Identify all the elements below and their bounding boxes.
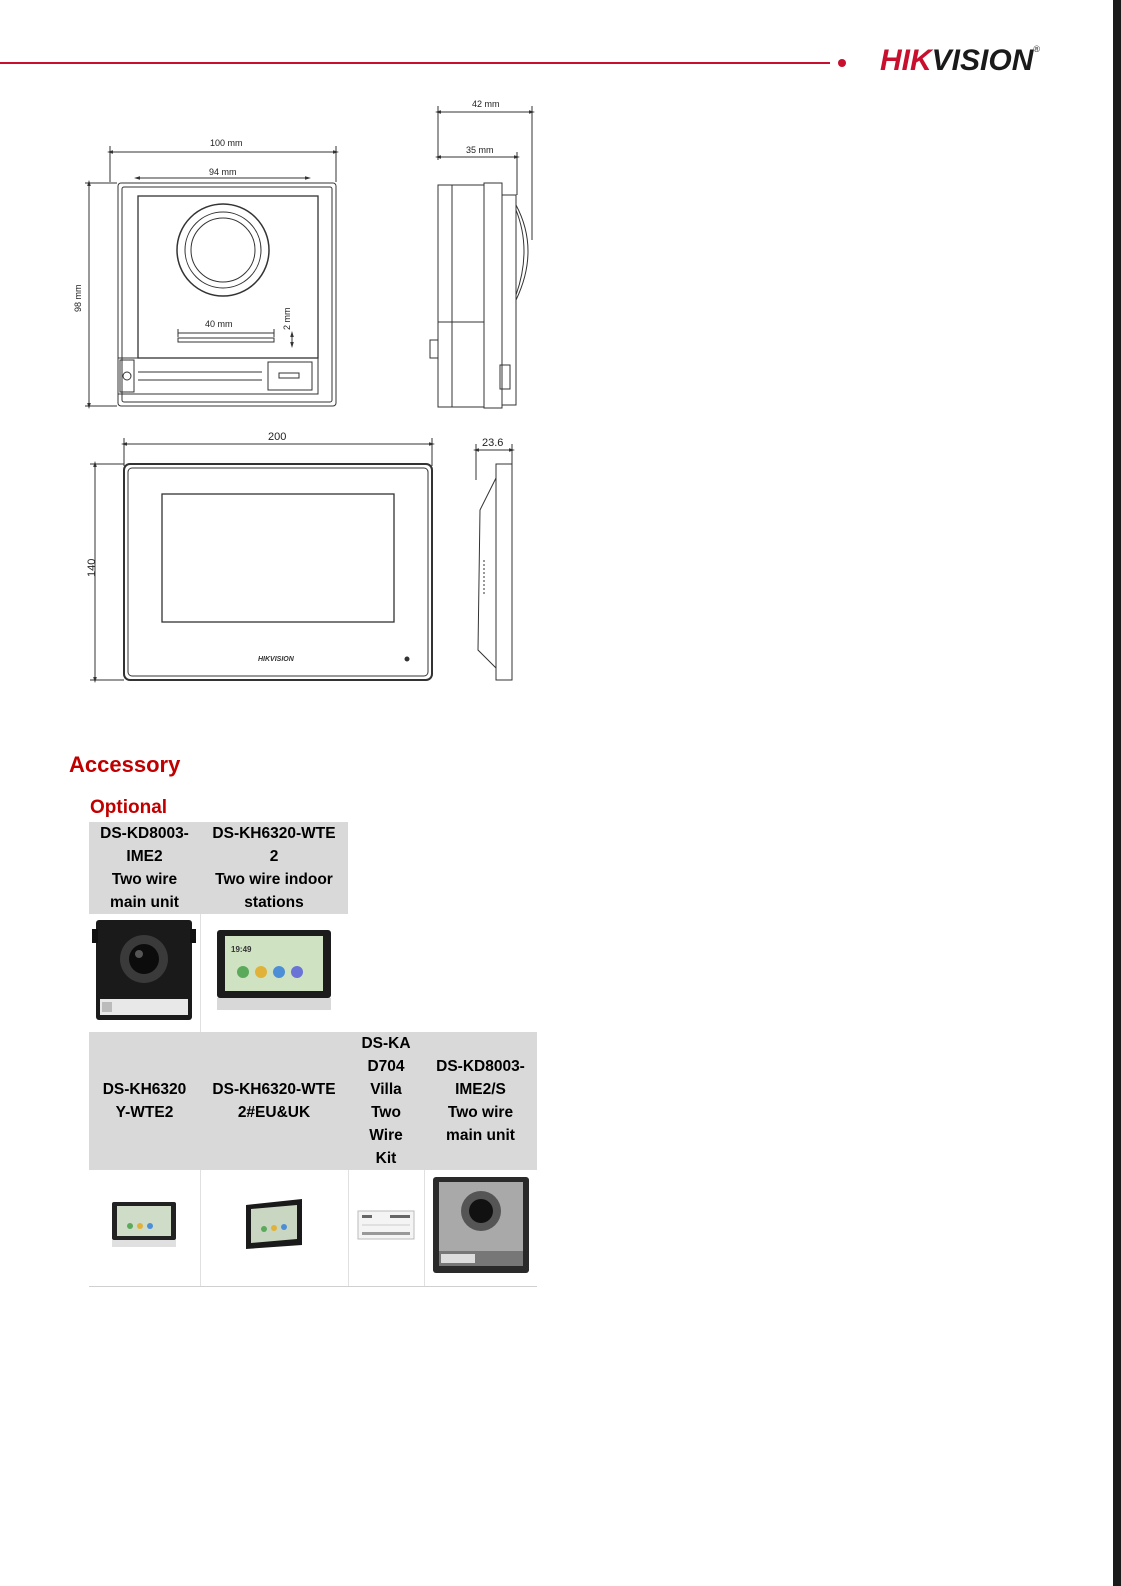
indoor-monitor-black-photo	[200, 1170, 348, 1287]
svg-text:19:49: 19:49	[231, 944, 252, 954]
indoor-front-drawing	[90, 438, 432, 680]
door-station-steel-photo	[424, 1170, 537, 1287]
indoor-side-drawing	[476, 444, 512, 680]
indoor-monitor-photo	[200, 914, 348, 1032]
accessory-table-2	[89, 1032, 537, 1287]
outdoor-front-drawing	[85, 146, 336, 406]
accessory-cell: DS-KD8003- IME2/S Two wire main unit	[424, 1032, 537, 1170]
accessory-cell: DS-KD8003- IME2 Two wire main unit	[89, 822, 200, 914]
svg-text:42 mm: 42 mm	[472, 99, 500, 109]
svg-text:40 mm: 40 mm	[205, 319, 233, 329]
svg-text:HIKVISION: HIKVISION	[258, 656, 294, 663]
svg-text:98 mm: 98 mm	[73, 284, 83, 312]
subtitle-optional: Optional	[90, 797, 168, 818]
svg-text:2 mm: 2 mm	[282, 307, 292, 330]
accessory-table-1	[89, 822, 348, 1032]
indoor-monitor-white-photo	[89, 1170, 200, 1287]
distributor-photo	[348, 1170, 424, 1287]
svg-text:140: 140	[86, 558, 98, 577]
accessory-cell: DS-KA D704 Villa Two Wire Kit	[348, 1032, 424, 1170]
door-station-photo	[89, 914, 200, 1032]
accessory-cell: DS-KH6320-WTE 2#EU&UK	[200, 1032, 348, 1170]
accessory-cell: DS-KH6320-WTE 2 Two wire indoor stations	[200, 822, 348, 914]
section-title-accessory: Accessory	[69, 752, 181, 777]
svg-text:23.6: 23.6	[482, 437, 504, 449]
svg-text:94 mm: 94 mm	[209, 167, 237, 177]
dimension-drawings	[0, 0, 1100, 720]
page-edge-bar	[1113, 0, 1121, 1586]
accessory-cell: DS-KH6320 Y-WTE2	[89, 1032, 200, 1170]
svg-text:100 mm: 100 mm	[210, 138, 243, 148]
svg-text:200: 200	[268, 431, 287, 443]
hikvision-logo: HIKVISION®	[880, 44, 1041, 77]
svg-text:35 mm: 35 mm	[466, 145, 494, 155]
